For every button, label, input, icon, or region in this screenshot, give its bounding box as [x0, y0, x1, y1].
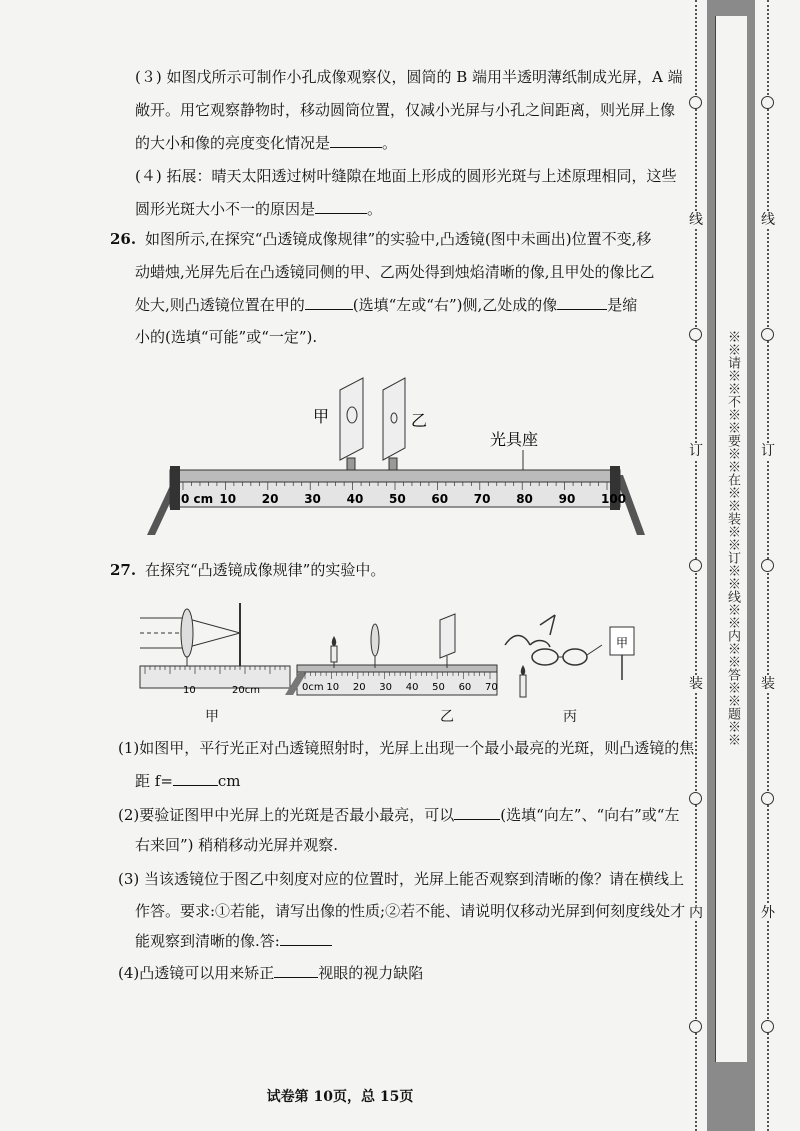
q26-line4: 小的(选填“可能”或“一定”). [135, 328, 318, 346]
page-footer: 试卷第 10页，总 15页 [266, 1089, 414, 1105]
binding-hole-marker [761, 96, 774, 109]
eyeglass-arm [540, 615, 555, 635]
binding-warning-text: ※※请※※不※※要※※在※※装※※订※※线※※内※※答※※题※※ [725, 330, 740, 746]
binding-label: 装 [761, 676, 775, 692]
ruler-yi-rail [297, 665, 497, 672]
fig-label-bench: 光具座 [490, 430, 539, 449]
binding-label: 装 [689, 676, 703, 692]
figure-jia [135, 598, 295, 698]
q25-part4-line1: (４) 拓展：晴天太阳透过树叶缝隙在地面上形成的圆形光斑与上述原理相同，这些 [135, 167, 677, 185]
tick-label: 10 [183, 685, 196, 696]
q27-intro: 在探究“凸透镜成像规律”的实验中。 [145, 561, 386, 579]
candle-flame [332, 636, 337, 646]
binding-label: 内 [689, 905, 703, 921]
ruler-tick-label: 0 cm [181, 492, 214, 506]
ruler-tick-label: 50 [389, 492, 406, 506]
answer-blank[interactable] [274, 961, 318, 978]
figure-yi [285, 610, 505, 700]
q26-line1: 如图所示,在探究“凸透镜成像规律”的实验中,凸透镜(图中未画出)位置不变,移 [145, 230, 652, 248]
binding-label: 外 [761, 905, 775, 921]
q27-part1-line2: 距 f= cm [135, 766, 241, 796]
ruler-tick-label: 30 [379, 682, 393, 693]
binding-label: 订 [761, 443, 775, 459]
answer-blank[interactable] [173, 769, 218, 786]
ruler-tick-label: 30 [304, 492, 321, 506]
binding-label: 线 [761, 212, 775, 228]
eyeglass-arm [587, 645, 602, 655]
ruler-tick-label: 50 [432, 682, 445, 693]
binding-label: 订 [689, 443, 703, 459]
candle [520, 675, 526, 697]
q27-number: 27. [110, 561, 137, 579]
q27-part3-line3: 能观察到清晰的像.答: [135, 926, 332, 956]
q27-part4: (4)凸透镜可以用来矫正 视眼的视力缺陷 [118, 958, 423, 988]
ruler-tick-label: 90 [558, 492, 576, 506]
q26-line2: 动蜡烛,光屏先后在凸透镜同侧的甲、乙两处得到烛焰清晰的像,且甲处的像比乙 [135, 263, 655, 281]
q27-part3-line2: 作答。要求:①若能，请写出像的性质;②若不能、请说明仅移动光屏到何刻度线处才 [135, 902, 686, 920]
answer-blank[interactable] [454, 803, 500, 820]
binding-hole-marker [761, 792, 774, 805]
binding-hole-marker [689, 559, 702, 572]
screen-yi [383, 378, 405, 460]
q26-line3: 处大,则凸透镜位置在甲的 (选填“左或“右”)侧,乙处成的像 是缩 [135, 290, 637, 320]
eyeglass-lens-right [563, 649, 587, 665]
binding-bottom-cap [708, 1062, 754, 1131]
optical-bench-figure [145, 370, 650, 540]
binding-strip-right-edge [747, 0, 755, 1131]
candle-flame [521, 665, 526, 675]
q27-part3-line1: (3) 当该透镜位于图乙中刻度对应的位置时，光屏上能否观察到清晰的像？请在横线上 [118, 870, 685, 888]
q25-part4-line2: 圆形光斑大小不一的原因是 。 [135, 194, 382, 224]
answer-blank[interactable] [280, 929, 332, 946]
ruler-tick-label: 10 [326, 682, 340, 693]
holder-yi [389, 458, 397, 470]
caption-bing: 丙 [563, 709, 577, 725]
ruler-tick-label: 10 [219, 492, 237, 506]
eyeglasses-frame [505, 636, 550, 647]
answer-blank[interactable] [557, 293, 607, 310]
card-label: 甲 [616, 636, 629, 650]
bench-left-end [170, 466, 180, 510]
binding-hole-marker [689, 1020, 702, 1033]
convex-lens [181, 609, 193, 657]
binding-hole-marker [761, 328, 774, 341]
binding-hole-marker [689, 328, 702, 341]
fig-label-jia: 甲 [313, 407, 330, 426]
ruler-tick-label: 20 [352, 682, 366, 693]
ruler-tick-label: 60 [458, 682, 472, 693]
q26-number: 26. [110, 230, 137, 248]
light-screen [440, 614, 455, 658]
fig-label-yi: 乙 [411, 411, 428, 430]
caption-yi: 乙 [440, 709, 454, 725]
ruler-tick-label: 60 [431, 492, 449, 506]
answer-blank[interactable] [315, 197, 367, 214]
convex-lens [371, 624, 379, 656]
caption-jia: 甲 [205, 709, 219, 725]
ruler-tick-label: 70 [473, 492, 491, 506]
answer-blank[interactable] [305, 293, 353, 310]
binding-strip-left-edge [707, 0, 715, 1131]
q25-part3-line2: 敞开。用它观察静物时，移动圆筒位置，仅减小光屏与小孔之间距离，则光屏上像 [135, 101, 676, 119]
answer-blank[interactable] [330, 131, 382, 148]
bench-rail-top [170, 470, 620, 482]
q27-part2-line1: (2)要验证图甲中光屏上的光斑是否最小最亮，可以 (选填“向左”、“向右”或“左 [118, 800, 679, 830]
candle [331, 646, 337, 662]
ruler-tick-label: 100 [601, 492, 627, 506]
binding-hole-marker [761, 1020, 774, 1033]
ruler-tick-label: 20 [261, 492, 279, 506]
binding-hole-marker [761, 559, 774, 572]
holder-jia [347, 458, 355, 470]
q25-part3-line1: (３) 如图戊所示可制作小孔成像观察仪，圆筒的 B 端用半透明薄纸制成光屏，A 端 [135, 68, 683, 86]
binding-hole-marker [689, 96, 702, 109]
binding-hole-marker [689, 792, 702, 805]
ruler-tick-label: 40 [346, 492, 364, 506]
binding-top-cap [708, 0, 754, 16]
ruler-tick-label: 70 [485, 682, 498, 693]
figure-bing [500, 605, 650, 705]
ruler-tick-label: 40 [405, 682, 419, 693]
q27-part1-line1: (1)如图甲，平行光正对凸透镜照射时，光屏上出现一个最小最亮的光斑，则凸透镜的焦 [118, 739, 695, 757]
q27-part2-line2: 右来回”) 稍稍移动光屏并观察. [135, 836, 339, 854]
eyeglass-lens-left [532, 649, 558, 665]
q25-part3-line3: 的大小和像的亮度变化情况是 。 [135, 128, 397, 158]
tick-label: 20cm [232, 685, 260, 696]
ruler-tick-label: 0cm [302, 682, 324, 693]
ruler-tick-label: 80 [516, 492, 533, 506]
binding-label: 线 [689, 212, 703, 228]
screen-jia [340, 378, 363, 460]
